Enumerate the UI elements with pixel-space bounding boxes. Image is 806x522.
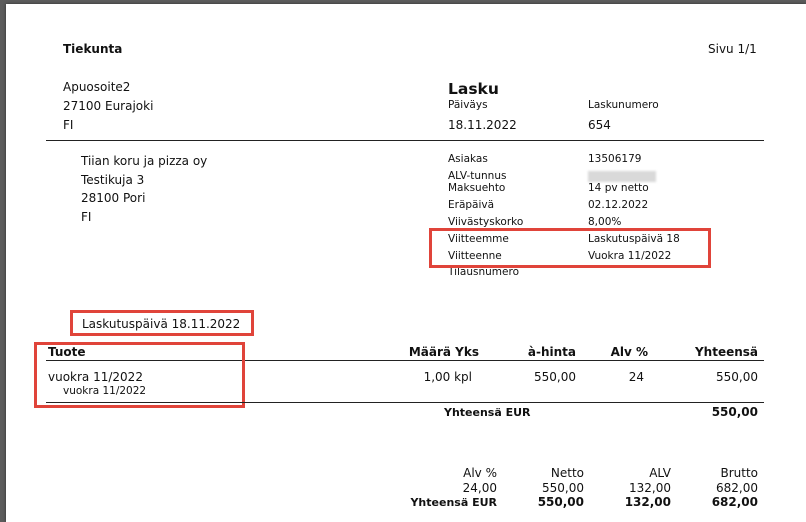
detail-value-your-reference: Vuokra 11/2022 bbox=[588, 250, 672, 262]
summary-net: 550,00 bbox=[542, 481, 584, 495]
invoice-date-value: 18.11.2022 bbox=[448, 118, 517, 132]
detail-label-our-reference: Viitteemme bbox=[448, 233, 509, 245]
col-header-vat: Alv % bbox=[610, 345, 648, 359]
recipient-street: Testikuja 3 bbox=[81, 173, 145, 187]
invoice-number-value: 654 bbox=[588, 118, 611, 132]
company-address-line2: 27100 Eurajoki bbox=[63, 99, 154, 113]
summary-total-label: Yhteensä EUR bbox=[410, 496, 497, 509]
summary-gross: 682,00 bbox=[716, 481, 758, 495]
recipient-city: 28100 Pori bbox=[81, 191, 146, 205]
summary-total-tax: 132,00 bbox=[624, 495, 671, 509]
row-description: vuokra 11/2022 bbox=[63, 385, 147, 397]
company-address-line1: Apuosoite2 bbox=[63, 80, 131, 94]
summary-header-tax: ALV bbox=[649, 466, 671, 480]
detail-label-customer: Asiakas bbox=[448, 153, 488, 165]
summary-header-gross: Brutto bbox=[720, 466, 758, 480]
detail-value-our-reference: Laskutuspäivä 18 bbox=[588, 233, 680, 245]
summary-total-net: 550,00 bbox=[537, 495, 584, 509]
summary-tax: 132,00 bbox=[629, 481, 671, 495]
col-header-total: Yhteensä bbox=[694, 345, 758, 359]
detail-value-vat-id-redacted bbox=[588, 171, 656, 182]
header-divider bbox=[46, 140, 764, 141]
detail-label-payment-terms: Maksuehto bbox=[448, 182, 506, 194]
row-unit-price: 550,00 bbox=[534, 370, 576, 384]
detail-value-customer: 13506179 bbox=[588, 153, 642, 165]
row-vat: 24 bbox=[628, 370, 644, 384]
invoice-title: Lasku bbox=[448, 80, 499, 98]
detail-value-late-interest: 8,00% bbox=[588, 216, 622, 228]
detail-label-order-number: Tilausnumero bbox=[448, 266, 519, 278]
detail-value-payment-terms: 14 pv netto bbox=[588, 182, 649, 194]
col-header-unit-price: à-hinta bbox=[527, 345, 576, 359]
invoice-number-label: Laskunumero bbox=[588, 99, 659, 111]
row-product: vuokra 11/2022 bbox=[48, 370, 143, 384]
summary-header-vat: Alv % bbox=[463, 466, 497, 480]
invoice-page bbox=[6, 4, 806, 522]
detail-label-due-date: Eräpäivä bbox=[448, 199, 495, 211]
highlight-note-box bbox=[70, 310, 254, 336]
col-header-quantity: Määrä Yks bbox=[408, 345, 479, 359]
table-total-label: Yhteensä EUR bbox=[444, 406, 531, 419]
detail-label-vat-id: ALV-tunnus bbox=[448, 170, 507, 182]
col-header-product: Tuote bbox=[48, 345, 86, 359]
company-country: FI bbox=[63, 118, 74, 132]
summary-vat-rate: 24,00 bbox=[462, 481, 497, 495]
highlight-reference-box bbox=[429, 228, 711, 268]
billing-date-note: Laskutuspäivä 18.11.2022 bbox=[82, 317, 241, 331]
row-total: 550,00 bbox=[716, 370, 758, 384]
summary-header-net: Netto bbox=[550, 466, 584, 480]
table-total-value: 550,00 bbox=[711, 405, 758, 419]
table-footer-divider bbox=[46, 402, 764, 403]
page-number: Sivu 1/1 bbox=[708, 42, 757, 56]
company-name: Tiekunta bbox=[63, 42, 123, 56]
recipient-name: Tiian koru ja pizza oy bbox=[81, 154, 208, 168]
detail-label-late-interest: Viivästyskorko bbox=[448, 216, 524, 228]
invoice-date-label: Päiväys bbox=[448, 99, 488, 111]
detail-label-your-reference: Viitteenne bbox=[448, 250, 502, 262]
recipient-country: FI bbox=[81, 210, 92, 224]
detail-value-due-date: 02.12.2022 bbox=[588, 199, 649, 211]
summary-total-gross: 682,00 bbox=[711, 495, 758, 509]
row-quantity: 1,00 kpl bbox=[423, 370, 472, 384]
highlight-product-box bbox=[34, 342, 245, 408]
